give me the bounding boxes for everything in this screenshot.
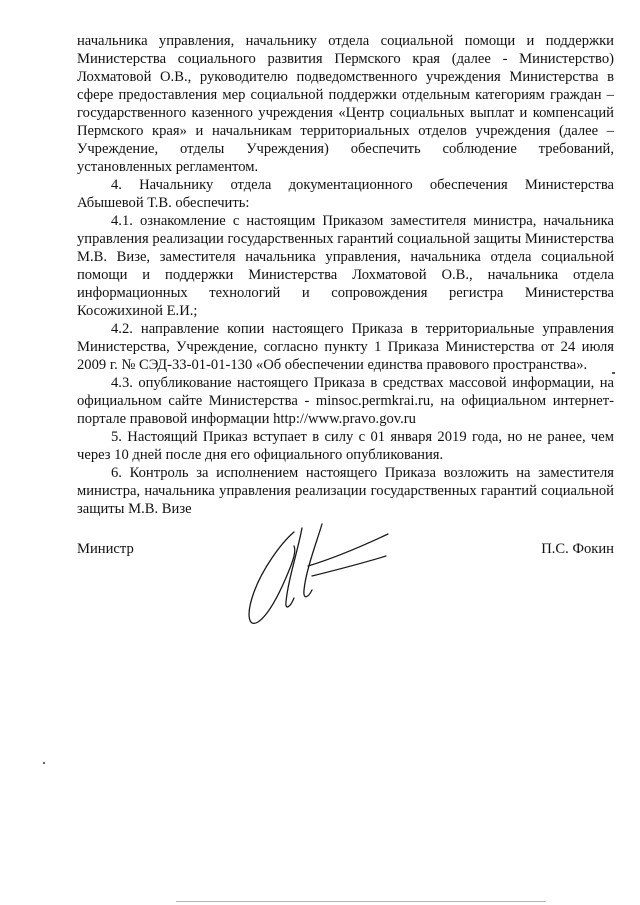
scan-artifact-dot — [43, 762, 45, 764]
paragraph-item-5: 5. Настоящий Приказ вступает в силу с 01 января 2019 года, но не ранее, чем через 10 дней после дня его официального опубликования. — [77, 429, 614, 463]
paragraph-item-4-2: 4.2. направление копии настоящего Приказа в территориальные управления Министерства, Учреждение, согласно пункту 1 Приказа Министерства от 24 июля 2009 г. № СЭД-33-01-01-130 «Об обеспечении единства правового пространства». — [77, 321, 614, 373]
signatory-title: Министр — [77, 541, 134, 557]
document-body — [77, 32, 614, 518]
paragraph-item-6: 6. Контроль за исполнением настоящего Приказа возложить на заместителя министра, начальника управления реализации государственных гарантий социальной защиты М.В. Визе — [77, 465, 614, 517]
paragraph-item-4-1: 4.1. ознакомление с настоящим Приказом заместителя министра, начальника управления реализации государственных гарантий социальной защиты Министерства М.В. Визе, заместителя начальника управления, начальника отдела социальной помощи и поддержки Министерства Лохматовой О.В., начальника отдела информационных технологий и сопровождения регистра Министерства Косожихиной Е.И.; — [77, 213, 614, 319]
scan-artifact-mark — [612, 372, 615, 374]
paragraph-item-4: 4. Начальнику отдела документационного обеспечения Министерства Абышевой Т.В. обеспечить: — [77, 177, 614, 211]
handwritten-signature — [236, 510, 396, 630]
paragraph-continuation: начальника управления, начальнику отдела социальной помощи и поддержки Министерства социального развития Пермского края (далее - Министерство) Лохматовой О.В., руководителю подведомственного учреждения Министерства в сфере предоставления мер социальной поддержки отдельным категориям граждан – государственного казенного учреждения «Центр социальных выплат и компенсаций Пермского края» и начальникам территориальных отделов учреждения (далее – Учреждение, отделы Учреждения) обеспечить соблюдение требований, установленных регламентом. — [77, 33, 614, 175]
paragraph-item-4-3: 4.3. опубликование настоящего Приказа в средствах массовой информации, на официальном сайте Министерства - minsoc.permkrai.ru, на официальном интернет-портале правовой информации http://www.pravo.gov.ru — [77, 375, 614, 427]
bottom-edge-line — [176, 901, 546, 902]
signatory-name: П.С. Фокин — [541, 541, 614, 557]
